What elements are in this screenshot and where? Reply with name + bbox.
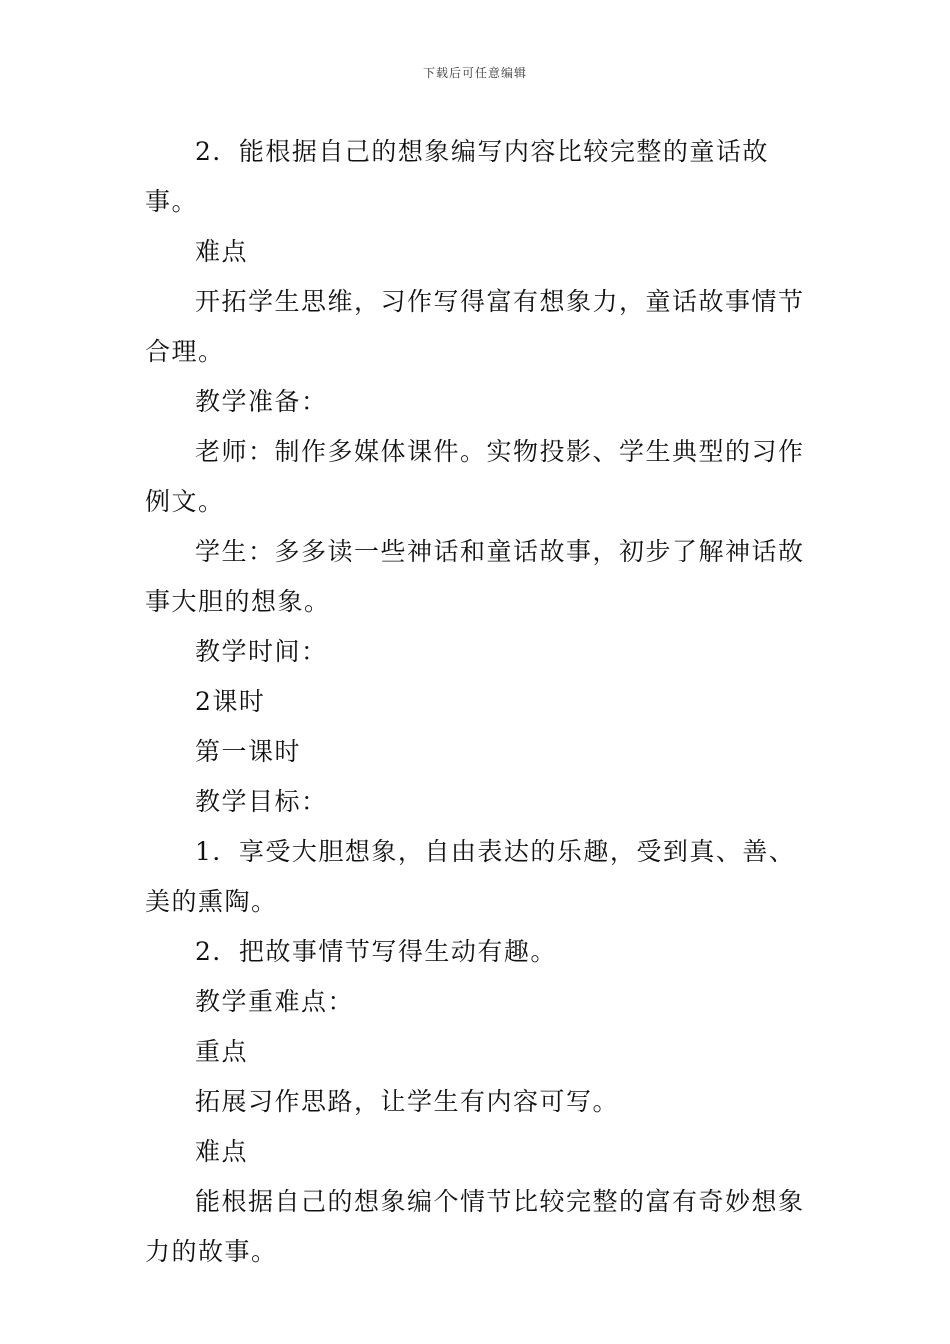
paragraph-time-heading: 教学时间：	[195, 637, 328, 666]
paragraph-preparation-heading: 教学准备：	[195, 387, 328, 416]
paragraph-key-point-heading: 重点	[195, 1037, 249, 1066]
paragraph-difficulty-text-2: 能根据自己的想象编个情节比较完整的富有奇妙想象力的故事。	[145, 1187, 805, 1266]
paragraph-difficulty-text: 开拓学生思维，习作写得富有想象力，童话故事情节合理。	[145, 287, 805, 366]
paragraph-goal-2: 2．能根据自己的想象编写内容比较完整的童话故事。	[145, 137, 769, 216]
paragraph-difficulty-heading-2: 难点	[195, 1137, 249, 1166]
paragraph-student-preparation: 学生：多多读一些神话和童话故事，初步了解神话故事大胆的想象。	[145, 537, 805, 616]
paragraph-difficulty-heading: 难点	[195, 237, 249, 266]
paragraph-teacher-preparation: 老师：制作多媒体课件。实物投影、学生典型的习作例文。	[145, 437, 805, 516]
paragraph-key-point-text: 拓展习作思路，让学生有内容可写。	[195, 1087, 620, 1116]
document-body	[145, 127, 810, 1277]
page-header-note: 下载后可任意编辑	[422, 66, 527, 80]
paragraph-objectives-heading: 教学目标：	[195, 787, 328, 816]
paragraph-objective-1: 1．享受大胆想象，自由表达的乐趣，受到真、善、美的熏陶。	[145, 837, 796, 916]
paragraph-time-value: 2课时	[195, 687, 266, 716]
paragraph-first-lesson: 第一课时	[195, 737, 302, 766]
paragraph-objective-2: 2．把故事情节写得生动有趣。	[195, 937, 557, 966]
paragraph-key-difficult-heading: 教学重难点：	[195, 987, 355, 1016]
